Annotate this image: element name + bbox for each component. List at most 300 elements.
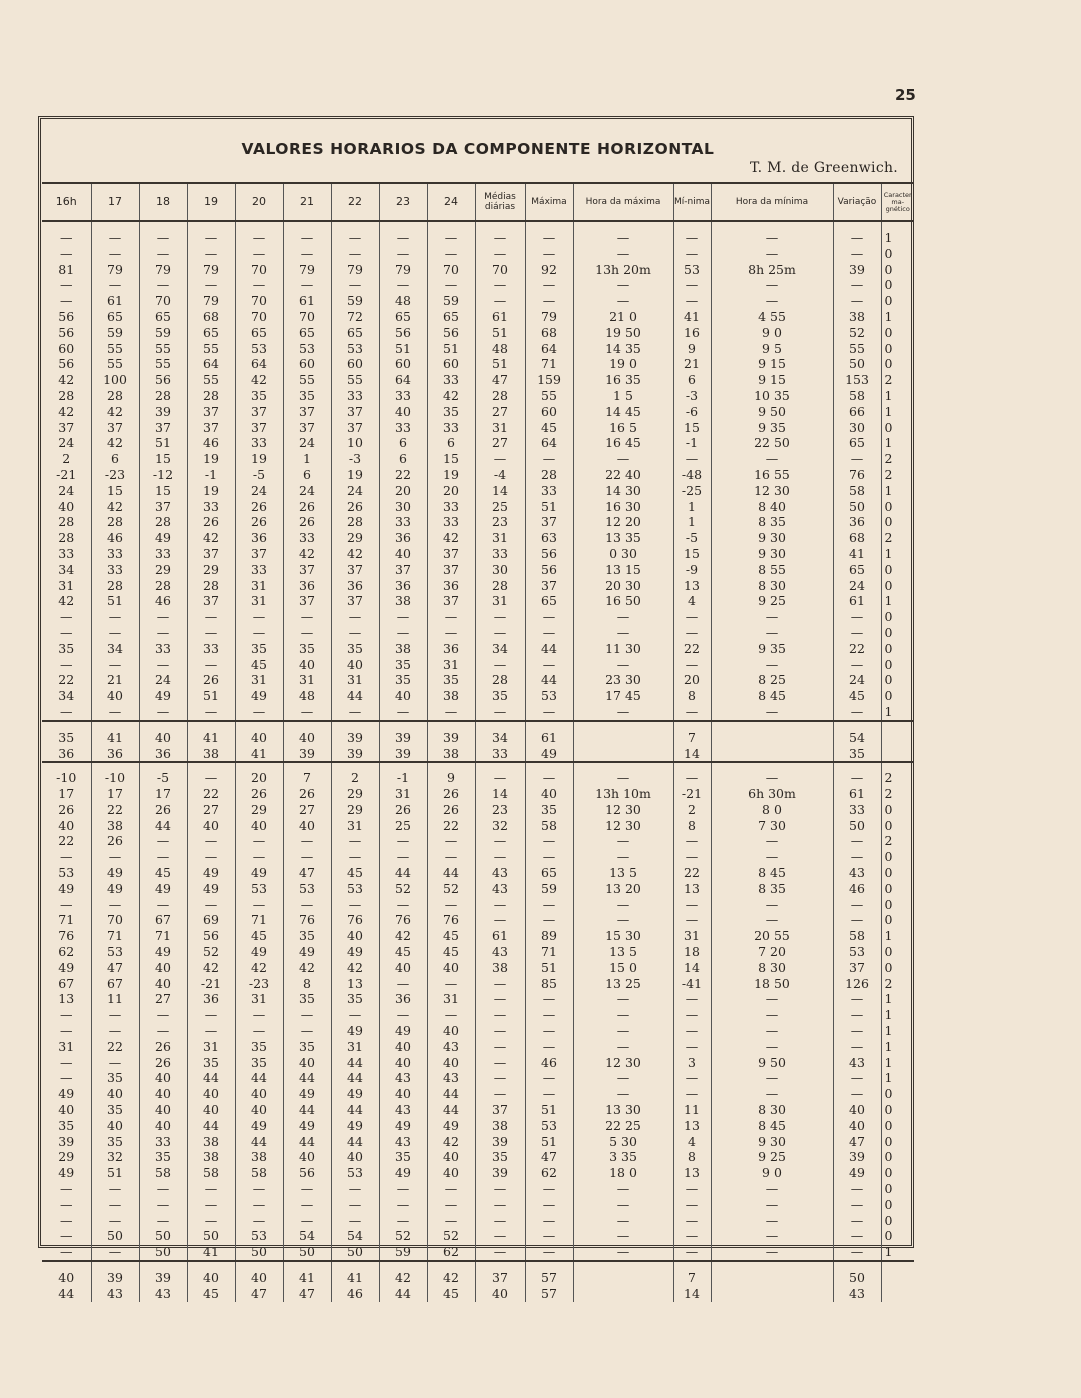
table-cell: 0 <box>881 341 914 357</box>
table-cell: 7 <box>673 730 711 746</box>
table-cell: 0 <box>881 277 914 293</box>
time-reference: T. M. de Greenwich. <box>750 160 899 176</box>
table-cell: 33 <box>427 514 475 530</box>
table-cell: 85 <box>525 976 573 992</box>
table-cell: 54 <box>283 1228 331 1244</box>
table-cell: — <box>833 246 881 262</box>
table-cell: — <box>187 609 235 625</box>
table-cell: 50 <box>833 818 881 834</box>
table-cell: 59 <box>91 325 139 341</box>
table-row <box>42 435 914 451</box>
spacer-cell <box>881 1261 914 1270</box>
table-cell: 36 <box>427 578 475 594</box>
spacer-cell <box>475 762 525 770</box>
spacer-cell <box>91 762 139 770</box>
table-cell: 64 <box>235 356 283 372</box>
table-cell: -5 <box>235 467 283 483</box>
table-cell <box>711 746 833 763</box>
table-cell: 44 <box>427 865 475 881</box>
table-cell: -41 <box>673 976 711 992</box>
table-cell: 10 <box>331 435 379 451</box>
table-cell: 39 <box>91 1270 139 1286</box>
table-cell: 70 <box>139 293 187 309</box>
table-cell: 28 <box>91 514 139 530</box>
table-cell: 26 <box>58 801 75 817</box>
table-cell: 49 <box>235 865 283 881</box>
table-cell: 40 <box>379 1039 427 1055</box>
table-cell: -48 <box>673 467 711 483</box>
table-cell: 29 <box>235 802 283 818</box>
table-cell: 37 <box>331 593 379 609</box>
table-cell: 6 <box>91 451 139 467</box>
table-cell: — <box>573 912 673 928</box>
table-cell: 20 <box>379 483 427 499</box>
table-cell: — <box>833 293 881 309</box>
table-cell: — <box>833 657 881 673</box>
table-cell: — <box>379 246 427 262</box>
table-cell: -6 <box>673 404 711 420</box>
table-cell: 1 <box>673 499 711 515</box>
table-cell: 40 <box>187 1102 235 1118</box>
table-cell: 49 <box>833 1165 881 1181</box>
table-cell <box>573 730 673 746</box>
table-cell: — <box>475 1197 525 1213</box>
table-cell: 49 <box>379 1118 427 1134</box>
table-row <box>42 277 914 293</box>
table-cell: 53 <box>331 881 379 897</box>
table-cell: 58 <box>139 1165 187 1181</box>
table-cell: 31 <box>283 672 331 688</box>
table-cell: 7 <box>283 770 331 786</box>
table-cell: 40 <box>283 1055 331 1071</box>
table-cell: — <box>331 230 379 246</box>
table-cell: — <box>60 1196 73 1212</box>
col-header: 23 <box>379 183 427 221</box>
table-cell: — <box>331 1181 379 1197</box>
table-row <box>42 912 914 928</box>
table-cell: 79 <box>139 262 187 278</box>
table-cell: — <box>60 1070 73 1086</box>
spacer-cell <box>187 721 235 730</box>
spacer-cell <box>331 762 379 770</box>
table-cell: 65 <box>525 593 573 609</box>
table-cell: 4 <box>673 1134 711 1150</box>
table-cell: 43 <box>833 1055 881 1071</box>
table-cell: 1 <box>881 483 914 499</box>
table-cell: 40 <box>379 1055 427 1071</box>
table-cell: 89 <box>525 928 573 944</box>
table-cell: 53 <box>833 944 881 960</box>
table-cell: — <box>139 833 187 849</box>
table-cell: 65 <box>525 865 573 881</box>
table-cell: — <box>475 1213 525 1229</box>
table-cell: 31 <box>58 577 75 593</box>
table-cell: — <box>573 991 673 1007</box>
table-cell: 47 <box>91 960 139 976</box>
table-cell: 44 <box>283 1134 331 1150</box>
table-cell: — <box>573 246 673 262</box>
table-cell: 13 <box>673 1165 711 1181</box>
table-cell: — <box>711 1213 833 1229</box>
table-cell: 27 <box>139 991 187 1007</box>
col-header: 22 <box>331 183 379 221</box>
spacer-cell <box>42 1261 91 1270</box>
table-cell: 49 <box>139 881 187 897</box>
table-cell: — <box>235 1023 283 1039</box>
table-cell: 57 <box>525 1270 573 1286</box>
table-cell: — <box>673 609 711 625</box>
table-cell: 0 <box>881 1086 914 1102</box>
spacer-cell <box>42 762 91 770</box>
table-row <box>42 960 914 976</box>
table-row <box>42 593 914 609</box>
table-cell: 44 <box>525 641 573 657</box>
table-cell: 12 20 <box>573 514 673 530</box>
table-cell: 26 <box>283 786 331 802</box>
table-row <box>42 881 914 897</box>
table-row <box>42 1118 914 1134</box>
table-cell: 43 <box>833 1286 881 1302</box>
table-cell: 53 <box>525 688 573 704</box>
table-cell: 36 <box>235 530 283 546</box>
spacer-cell <box>525 762 573 770</box>
table-cell: 26 <box>283 499 331 515</box>
table-cell: — <box>91 657 139 673</box>
table-cell: — <box>573 1023 673 1039</box>
table-cell: 1 <box>881 991 914 1007</box>
table-cell: 60 <box>331 356 379 372</box>
table-cell: 44 <box>379 1286 427 1302</box>
table-cell: 65 <box>331 325 379 341</box>
table-cell: — <box>427 976 475 992</box>
table-cell: 30 <box>833 420 881 436</box>
table-cell: — <box>475 912 525 928</box>
table-cell: 55 <box>833 341 881 357</box>
table-cell: 17 45 <box>573 688 673 704</box>
mean-row <box>42 1286 914 1302</box>
table-cell: — <box>379 976 427 992</box>
table-cell: — <box>833 770 881 786</box>
table-cell: 63 <box>525 530 573 546</box>
table-cell: 40 <box>379 960 427 976</box>
table-cell: — <box>573 1070 673 1086</box>
table-cell: 42 <box>187 960 235 976</box>
table-cell: 28 <box>139 388 187 404</box>
table-cell: — <box>283 1197 331 1213</box>
table-cell: 0 <box>881 865 914 881</box>
table-cell: — <box>427 1213 475 1229</box>
table-cell <box>881 1286 914 1302</box>
table-cell: — <box>711 991 833 1007</box>
table-cell: — <box>833 1007 881 1023</box>
table-cell: 0 <box>881 246 914 262</box>
spacer-cell <box>475 721 525 730</box>
col-header: Médias diárias <box>475 183 525 221</box>
table-row <box>42 246 914 262</box>
table-cell: 35 <box>139 1149 187 1165</box>
table-cell: 8 30 <box>711 578 833 594</box>
row-spacer <box>42 762 914 770</box>
table-row <box>42 467 914 483</box>
table-cell: 9 <box>427 770 475 786</box>
spacer-cell <box>187 221 235 230</box>
table-cell: — <box>379 609 427 625</box>
table-row <box>42 1070 914 1086</box>
table-cell: — <box>235 1181 283 1197</box>
table-cell: 37 <box>187 404 235 420</box>
table-cell: 50 <box>331 1244 379 1261</box>
table-cell: 9 30 <box>711 1134 833 1150</box>
table-cell: 16 <box>673 325 711 341</box>
table-cell: 50 <box>139 1244 187 1261</box>
table-cell: 62 <box>58 944 75 960</box>
table-cell: 51 <box>139 435 187 451</box>
table-cell: — <box>235 246 283 262</box>
table-cell: 0 <box>881 688 914 704</box>
table-cell: — <box>573 277 673 293</box>
table-cell: 31 <box>235 672 283 688</box>
table-cell: 70 <box>475 262 525 278</box>
table-cell: 6h 30m <box>711 786 833 802</box>
table-cell: 40 <box>331 1149 379 1165</box>
table-cell: 53 <box>525 1118 573 1134</box>
table-cell <box>573 1270 673 1286</box>
table-cell: — <box>573 1244 673 1261</box>
table-cell: 44 <box>139 818 187 834</box>
table-cell: — <box>235 897 283 913</box>
table-cell: 8 <box>673 688 711 704</box>
table-cell: — <box>427 849 475 865</box>
table-cell: 26 <box>331 499 379 515</box>
table-cell: 26 <box>91 833 139 849</box>
table-cell: — <box>60 230 73 245</box>
table-cell: 51 <box>475 325 525 341</box>
table-cell: 11 <box>673 1102 711 1118</box>
table-cell: — <box>60 1228 73 1244</box>
table-row <box>42 1149 914 1165</box>
table-cell: 44 <box>379 865 427 881</box>
table-cell: 0 <box>881 641 914 657</box>
table-cell: — <box>235 609 283 625</box>
table-cell: 53 <box>91 944 139 960</box>
table-cell: 37 <box>283 404 331 420</box>
table-cell: 35 <box>235 641 283 657</box>
table-cell: 22 40 <box>573 467 673 483</box>
table-cell: — <box>187 897 235 913</box>
table-cell: 37 <box>427 562 475 578</box>
table-cell: 0 <box>881 657 914 673</box>
table-cell <box>573 1286 673 1302</box>
table-cell: — <box>139 246 187 262</box>
table-cell: — <box>525 657 573 673</box>
table-cell: -3 <box>331 451 379 467</box>
table-cell: 70 <box>235 293 283 309</box>
spacer-cell <box>283 762 331 770</box>
table-cell: 61 <box>91 293 139 309</box>
spacer-cell <box>833 1261 881 1270</box>
table-cell: 28 <box>58 387 75 403</box>
table-cell: 22 25 <box>573 1118 673 1134</box>
table-cell: 24 <box>833 672 881 688</box>
table-cell: 13 15 <box>573 562 673 578</box>
table-cell: — <box>331 704 379 721</box>
table-cell: 44 <box>58 1285 75 1301</box>
row-spacer <box>42 221 914 230</box>
table-cell: — <box>475 451 525 467</box>
table-cell: 7 20 <box>711 944 833 960</box>
table-cell: 22 <box>379 467 427 483</box>
table-cell: 40 <box>427 1149 475 1165</box>
table-cell: — <box>673 451 711 467</box>
table-cell: 8 25 <box>711 672 833 688</box>
col-header: 17 <box>91 183 139 221</box>
table-cell: 40 <box>283 1149 331 1165</box>
table-cell: 27 <box>283 802 331 818</box>
table-cell: 57 <box>525 1286 573 1302</box>
table-cell: 28 <box>58 514 75 530</box>
table-cell: 35 <box>283 928 331 944</box>
table-cell: — <box>235 230 283 246</box>
table-cell: 40 <box>187 1086 235 1102</box>
table-cell: — <box>711 849 833 865</box>
table-cell <box>881 1270 914 1286</box>
table-cell: 49 <box>427 1118 475 1134</box>
table-cell: 51 <box>91 593 139 609</box>
table-cell: 49 <box>235 944 283 960</box>
table-cell: — <box>833 897 881 913</box>
table-cell <box>881 746 914 763</box>
table-cell: — <box>235 625 283 641</box>
table-cell: 15 <box>139 451 187 467</box>
table-cell: 29 <box>139 562 187 578</box>
table-cell: — <box>187 849 235 865</box>
table-cell: 35 <box>187 1055 235 1071</box>
table-row <box>42 641 914 657</box>
table-cell: 71 <box>235 912 283 928</box>
table-cell: 8 30 <box>711 960 833 976</box>
table-cell: 30 <box>475 562 525 578</box>
table-row <box>42 1007 914 1023</box>
table-row <box>42 262 914 278</box>
table-row <box>42 1086 914 1102</box>
table-cell: 11 30 <box>573 641 673 657</box>
table-cell: — <box>711 230 833 246</box>
table-cell: 14 45 <box>573 404 673 420</box>
table-cell: 36 <box>139 746 187 763</box>
table-cell: 13h 20m <box>573 262 673 278</box>
table-cell: 25 <box>379 818 427 834</box>
table-cell: — <box>60 277 73 293</box>
table-cell: 26 <box>139 802 187 818</box>
table-cell: 65 <box>91 309 139 325</box>
header-row <box>42 183 914 221</box>
table-cell: 33 <box>139 1134 187 1150</box>
spacer-cell <box>525 1261 573 1270</box>
table-cell: — <box>427 625 475 641</box>
table-cell: 47 <box>833 1134 881 1150</box>
table-cell: -1 <box>673 435 711 451</box>
table-cell: — <box>427 609 475 625</box>
table-cell: 35 <box>235 388 283 404</box>
table-cell: — <box>379 897 427 913</box>
table-cell: — <box>673 293 711 309</box>
table-cell: 49 <box>58 1086 75 1102</box>
table-cell: — <box>833 230 881 246</box>
table-cell: 42 <box>235 960 283 976</box>
table-cell: 29 <box>331 530 379 546</box>
table-cell: — <box>379 1213 427 1229</box>
table-row <box>42 865 914 881</box>
table-cell: 35 <box>283 388 331 404</box>
table-cell: 25 <box>475 499 525 515</box>
table-cell: 31 <box>58 1038 75 1054</box>
table-cell: 153 <box>833 372 881 388</box>
table-cell: 61 <box>283 293 331 309</box>
spacer-cell <box>525 221 573 230</box>
table-cell: 0 <box>881 1181 914 1197</box>
table-cell: -12 <box>139 467 187 483</box>
table-cell: 23 <box>475 802 525 818</box>
table-cell: 36 <box>833 514 881 530</box>
table-row <box>42 1055 914 1071</box>
table-cell: — <box>139 1197 187 1213</box>
table-cell: — <box>673 833 711 849</box>
table-cell: 40 <box>283 818 331 834</box>
table-cell: — <box>475 1007 525 1023</box>
table-cell: 35 <box>283 641 331 657</box>
table-cell: — <box>427 704 475 721</box>
table-cell: 39 <box>331 730 379 746</box>
table-cell: 39 <box>379 746 427 763</box>
table-cell: — <box>711 704 833 721</box>
table-cell: — <box>139 609 187 625</box>
table-cell: 45 <box>427 944 475 960</box>
table-cell: 33 <box>379 514 427 530</box>
table-cell: 38 <box>91 818 139 834</box>
table-cell: 45 <box>331 865 379 881</box>
table-cell: — <box>673 230 711 246</box>
table-cell: 52 <box>187 944 235 960</box>
table-cell: — <box>525 991 573 1007</box>
table-cell: 9 30 <box>711 546 833 562</box>
table-cell: 0 <box>881 802 914 818</box>
table-cell: 50 <box>139 1228 187 1244</box>
table-cell: — <box>673 912 711 928</box>
table-cell: — <box>235 1007 283 1023</box>
table-cell: 79 <box>331 262 379 278</box>
table-cell: — <box>60 1054 73 1070</box>
table-cell: — <box>475 657 525 673</box>
table-cell: — <box>91 1197 139 1213</box>
table-cell: 44 <box>187 1070 235 1086</box>
table-cell: 60 <box>525 404 573 420</box>
table-cell: — <box>475 704 525 721</box>
table-cell: 0 <box>881 562 914 578</box>
spacer-cell <box>139 762 187 770</box>
spacer-cell <box>573 762 673 770</box>
table-cell: 0 <box>881 672 914 688</box>
table-cell: 13 <box>673 1118 711 1134</box>
table-row <box>42 672 914 688</box>
table-row <box>42 1213 914 1229</box>
table-cell: — <box>573 1086 673 1102</box>
table-cell: 2 <box>62 451 71 467</box>
table-cell <box>711 730 833 746</box>
table-cell: 39 <box>139 404 187 420</box>
table-cell: — <box>833 912 881 928</box>
table-cell: — <box>331 1197 379 1213</box>
table-cell: 1 <box>881 1039 914 1055</box>
